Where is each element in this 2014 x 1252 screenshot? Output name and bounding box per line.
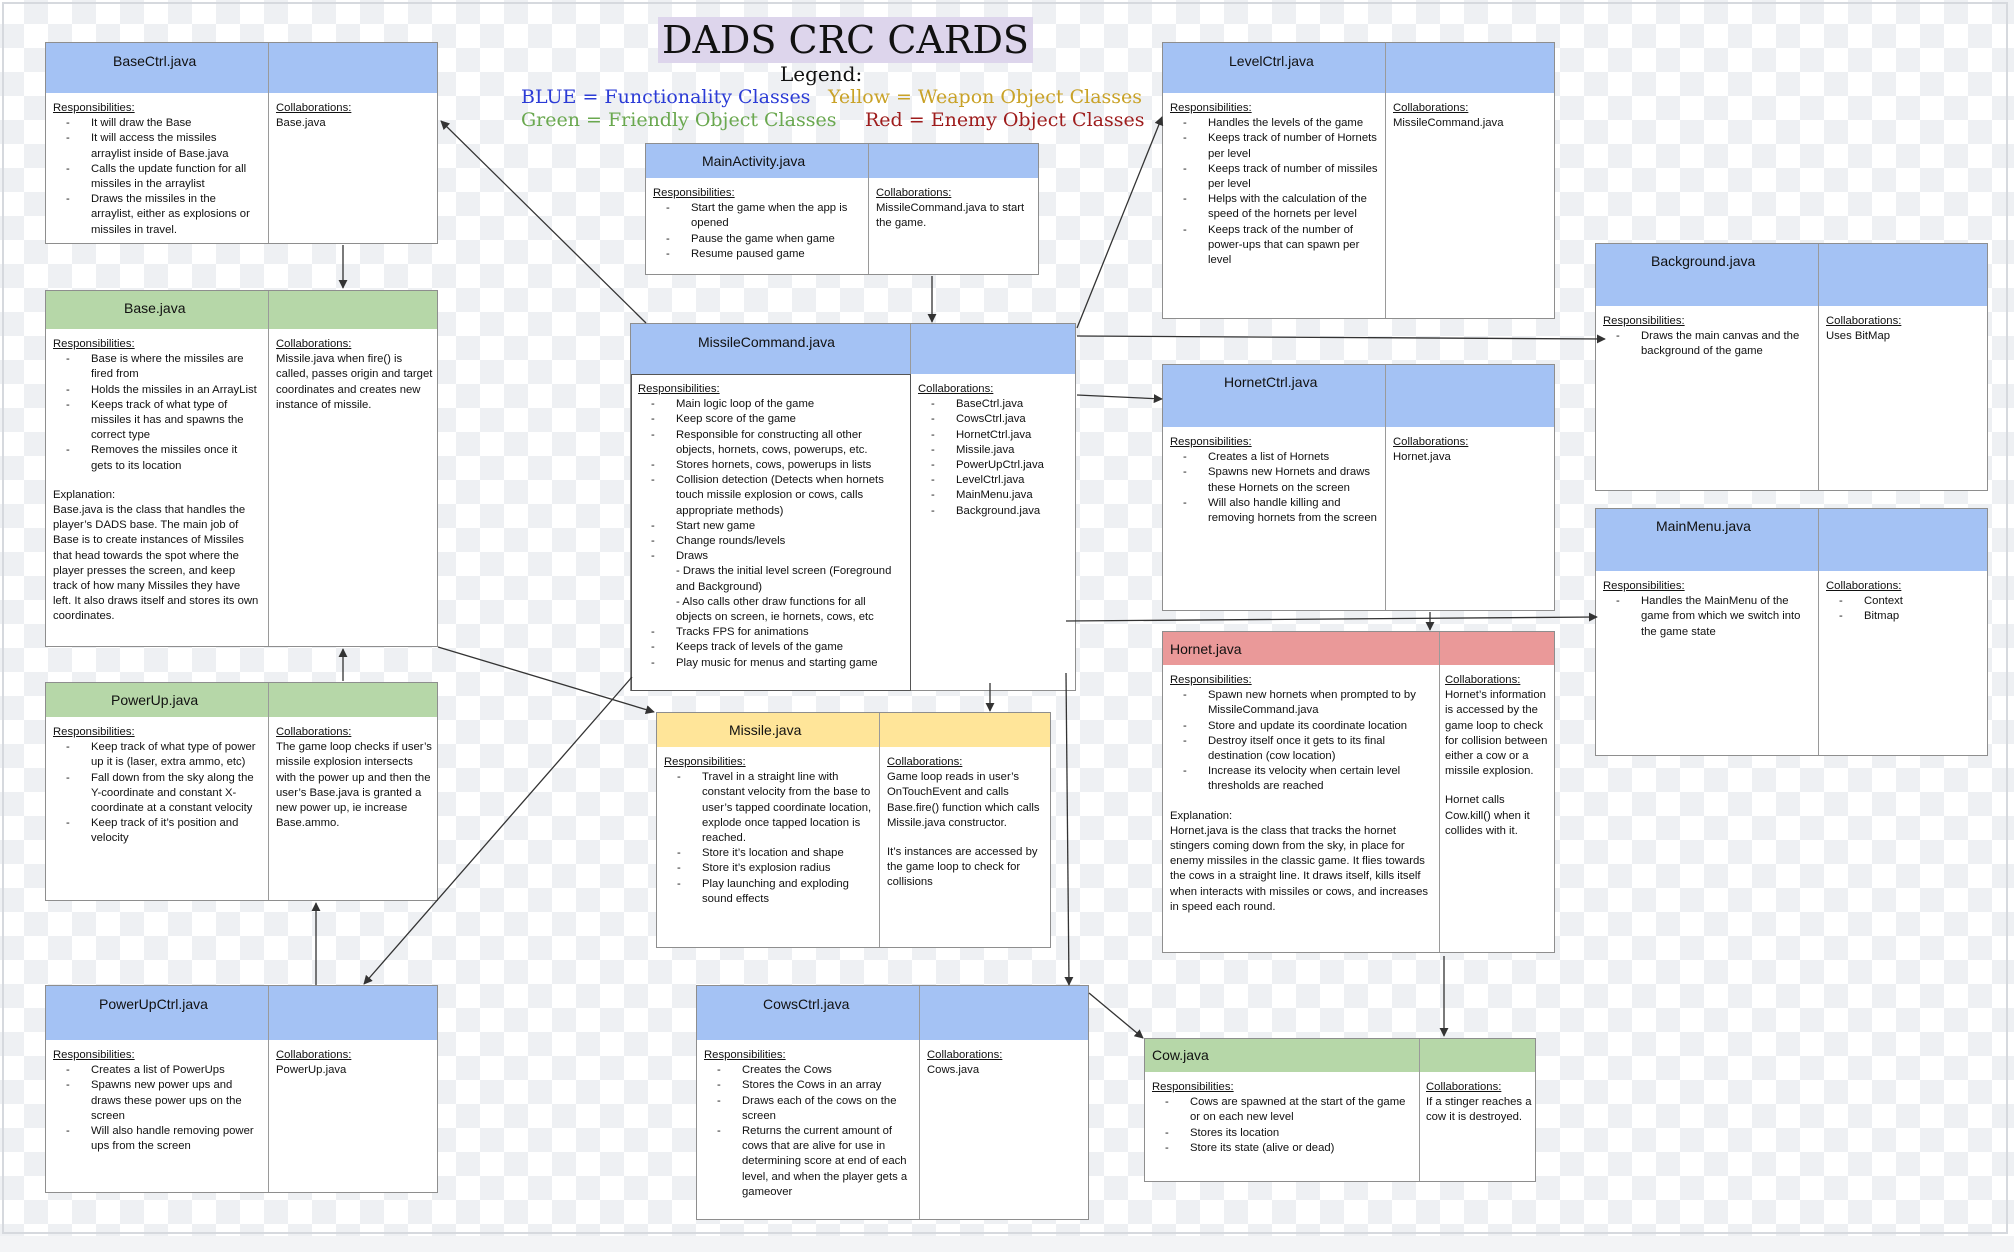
list-item: - HornetCtrl.java — [956, 428, 1073, 443]
responsibilities-list — [53, 740, 263, 846]
list-item: - Pause the game when game — [691, 232, 863, 247]
list-item: - Spawn new hornets when prompted to by MissileCommand.java — [1208, 688, 1434, 718]
card-title: PowerUpCtrl.java — [99, 996, 208, 1012]
responsibilities-label: Responsibilities: — [1170, 436, 1252, 448]
collaborations-text: Hornet’s information is accessed by the game loop to check for collision between either a cow or a missile explosion. — [1445, 689, 1548, 778]
card-header — [1145, 1039, 1535, 1072]
list-item: - Keeps track of number of Hornets per level — [1208, 131, 1378, 161]
list-item: - Spawns new Hornets and draws these Hornets on the screen — [1208, 465, 1378, 495]
card-background — [1595, 243, 1988, 491]
list-item: - Keeps track of what type of missiles it has and spawns the correct type — [91, 398, 261, 444]
collaborations-text: Missile.java when fire() is called, passes origin and target coordinates and creates new instance of missile. — [276, 353, 433, 411]
card-title: Base.java — [124, 300, 186, 316]
responsibilities-label: Responsibilities: — [1170, 674, 1252, 686]
list-item: - Stores its location — [1190, 1126, 1414, 1141]
card-header — [1596, 244, 1987, 306]
list-item: - Store and update its coordinate location — [1208, 719, 1434, 734]
card-levelctrl — [1162, 42, 1555, 319]
card-powerup — [45, 682, 438, 901]
collaborations-label: Collaborations: — [887, 756, 963, 768]
card-hornet — [1162, 631, 1555, 953]
collaborations-text-2: Hornet calls Cow.kill() when it collides with it. — [1445, 794, 1530, 837]
responsibilities-label: Responsibilities: — [53, 726, 135, 738]
list-item: - Play music for menus and starting game — [676, 656, 903, 671]
card-header — [46, 986, 437, 1040]
collaborations-text: Uses BitMap — [1826, 330, 1891, 343]
card-title: MainMenu.java — [1656, 518, 1751, 534]
list-item: - Calls the update function for all missiles in the arraylist — [91, 162, 258, 192]
list-item: - Background.java — [956, 504, 1073, 519]
list-item: - Draws the missiles in the arraylist, either as explosions or missiles in travel. — [91, 192, 258, 238]
collaborations-text: MissileCommand.java to start the game. — [876, 202, 1025, 230]
card-header — [46, 683, 437, 717]
list-item: - Cows are spawned at the start of the game or on each new level — [1190, 1095, 1414, 1125]
card-header — [46, 43, 437, 93]
explanation-text: Hornet.java is the class that tracks the hornet stingers coming down from the sky, in place for enemy missiles in the classic game. It flies towards the cows in a straight line. It draws itself, kills itself when interacts with missiles or cows, and increases in speed each round. — [1170, 824, 1429, 913]
list-item: - Store it’s location and shape — [702, 846, 874, 861]
collaborations-text: PowerUp.java — [276, 1064, 347, 1077]
responsibilities-label: Responsibilities: — [664, 756, 746, 768]
list-item: - Start the game when the app is opened — [691, 201, 863, 231]
list-item: - MainMenu.java — [956, 488, 1073, 503]
responsibilities-label: Responsibilities: — [1170, 102, 1252, 114]
list-item: - Will also handle killing and removing hornets from the screen — [1208, 496, 1378, 526]
list-item: - LevelCtrl.java — [956, 473, 1073, 488]
card-title: Hornet.java — [1170, 641, 1242, 657]
card-cow — [1144, 1038, 1536, 1182]
collaborations-label: Collaborations: — [918, 383, 994, 395]
explanation-label: Explanation: — [53, 488, 116, 501]
list-item: - Change rounds/levels — [676, 534, 903, 549]
card-title: MainActivity.java — [702, 153, 806, 169]
list-item: - Fall down from the sky along the Y-coordinate and constant X-coordinate at a constant velocity — [91, 771, 263, 817]
responsibilities-list — [1170, 688, 1434, 794]
card-cowsctrl — [696, 985, 1089, 1220]
list-item: - Play launching and exploding sound effects — [702, 877, 874, 907]
bottom-strip — [0, 1236, 2014, 1252]
list-item: - Handles the MainMenu of the game from which we switch into the game state — [1641, 594, 1811, 640]
diagram-title: DADS CRC CARDS — [658, 17, 1033, 63]
responsibilities-list — [53, 1063, 258, 1154]
collaborations-text: Hornet.java — [1393, 451, 1451, 464]
list-item: - CowsCtrl.java — [956, 412, 1073, 427]
card-header — [1163, 365, 1554, 427]
responsibilities-list — [1170, 450, 1378, 526]
card-title: Background.java — [1651, 253, 1756, 269]
list-item: - It will draw the Base — [91, 116, 258, 131]
card-title: Cow.java — [1152, 1047, 1209, 1063]
list-item: - Collision detection (Detects when hornets touch missile explosion or cows, calls appropriate methods) — [676, 473, 903, 519]
card-powerupctrl — [45, 985, 438, 1193]
list-item: - Handles the levels of the game — [1208, 116, 1378, 131]
list-item: - Holds the missiles in an ArrayList — [91, 383, 261, 398]
collaborations-text: Base.java — [276, 117, 326, 130]
collaborations-label: Collaborations: — [276, 102, 352, 114]
card-header — [1163, 43, 1554, 93]
list-item: - Main logic loop of the game — [676, 397, 903, 412]
card-title: Missile.java — [729, 722, 802, 738]
card-mainmenu — [1595, 508, 1988, 756]
list-item: - Bitmap — [1864, 609, 1984, 624]
legend-blue: BLUE = Functionality Classes — [521, 86, 811, 108]
card-hornetctrl — [1162, 364, 1555, 611]
collaborations-text: MissileCommand.java — [1393, 117, 1504, 130]
list-item: - Tracks FPS for animations — [676, 625, 903, 640]
collaborations-label: Collaborations: — [927, 1049, 1003, 1061]
list-item: - Draws — [676, 549, 903, 564]
list-item: - Creates a list of PowerUps — [91, 1063, 258, 1078]
list-item: - Resume paused game — [691, 247, 863, 262]
responsibilities-list — [664, 770, 874, 907]
list-item: - Stores hornets, cows, powerups in lists — [676, 458, 903, 473]
responsibilities-list — [1603, 329, 1811, 359]
responsibilities-label: Responsibilities: — [1603, 315, 1685, 327]
card-basectrl — [45, 42, 438, 244]
responsibilities-list — [653, 201, 863, 262]
collaborations-label: Collaborations: — [276, 726, 352, 738]
list-item: - BaseCtrl.java — [956, 397, 1073, 412]
list-item: - Travel in a straight line with constant velocity from the base to user’s tapped coordinate location, explode once tapped location is reached. — [702, 770, 874, 846]
collaborations-text: Game loop reads in user’s OnTouchEvent and calls Base.fire() function which calls Missile.java constructor. — [887, 771, 1040, 829]
card-header — [697, 986, 1088, 1040]
list-item: - Destroy itself once it gets to its final destination (cow location) — [1208, 734, 1434, 764]
responsibilities-label: Responsibilities: — [638, 383, 720, 395]
responsibilities-label: Responsibilities: — [53, 338, 135, 350]
legend-green: Green = Friendly Object Classes — [521, 109, 837, 131]
card-missilecommand — [630, 323, 1076, 691]
responsibilities-label: Responsibilities: — [53, 1049, 135, 1061]
card-title: BaseCtrl.java — [113, 53, 197, 69]
list-item: - Increase its velocity when certain level thresholds are reached — [1208, 764, 1434, 794]
responsibilities-list — [1603, 594, 1811, 640]
list-item: - Creates a list of Hornets — [1208, 450, 1378, 465]
card-header — [1596, 509, 1987, 571]
responsibilities-list — [53, 116, 258, 238]
card-header — [646, 144, 1038, 178]
list-item: - Start new game — [676, 519, 903, 534]
list-item: - Store its state (alive or dead) — [1190, 1141, 1414, 1156]
collaborations-text: Cows.java — [927, 1064, 980, 1077]
collaborations-list — [1826, 594, 1984, 624]
responsibilities-list-continued — [638, 625, 903, 671]
card-header — [657, 713, 1050, 747]
explanation-label: Explanation: — [1170, 809, 1233, 822]
collaborations-text-2: It’s instances are accessed by the game loop to check for collisions — [887, 846, 1038, 889]
list-item: - Keep track of what type of power up it is (laser, extra ammo, etc) — [91, 740, 263, 770]
legend-yellow: Yellow = Weapon Object Classes — [828, 86, 1143, 108]
responsibilities-list — [53, 352, 261, 474]
list-item: - Keep track of it’s position and velocity — [91, 816, 263, 846]
responsibilities-label: Responsibilities: — [53, 102, 135, 114]
collaborations-label: Collaborations: — [1445, 674, 1521, 686]
collaborations-label: Collaborations: — [1393, 102, 1469, 114]
list-item: - Spawns new power ups and draws these power ups on the screen — [91, 1078, 258, 1124]
list-item: - Returns the current amount of cows that are alive for use in determining score at end of each level, and when the player gets a gameover — [742, 1124, 914, 1200]
collaborations-label: Collaborations: — [276, 1049, 352, 1061]
card-base — [45, 290, 438, 647]
list-item: - Keeps track of levels of the game — [676, 640, 903, 655]
responsibilities-list — [1170, 116, 1378, 268]
card-title: MissileCommand.java — [698, 334, 835, 350]
card-header — [631, 324, 1075, 374]
list-item: - Removes the missiles once it gets to its location — [91, 443, 261, 473]
collaborations-label: Collaborations: — [276, 338, 352, 350]
responsibilities-label: Responsibilities: — [653, 187, 735, 199]
responsibilities-list — [704, 1063, 914, 1200]
draws-sub-item: - Draws the initial level screen (Foreground and Background) — [676, 565, 892, 593]
card-header — [46, 291, 437, 329]
collaborations-text: The game loop checks if user’s missile explosion intersects with the power up and then the user’s Base.java is granted a new power up, ie increase Base.ammo. — [276, 741, 432, 830]
card-title: PowerUp.java — [111, 692, 199, 708]
list-item: - Draws the main canvas and the background of the game — [1641, 329, 1811, 359]
card-title: CowsCtrl.java — [763, 996, 850, 1012]
responsibilities-list — [1152, 1095, 1414, 1156]
collaborations-label: Collaborations: — [1426, 1081, 1502, 1093]
collaborations-label: Collaborations: — [876, 187, 952, 199]
legend-heading: Legend: — [780, 62, 863, 86]
list-item: - Keeps track of number of missiles per level — [1208, 162, 1378, 192]
list-item: - Keeps track of the number of power-ups that can spawn per level — [1208, 223, 1378, 269]
list-item: - Base is where the missiles are fired from — [91, 352, 261, 382]
list-item: - Helps with the calculation of the speed of the hornets per level — [1208, 192, 1378, 222]
list-item: - PowerUpCtrl.java — [956, 458, 1073, 473]
list-item: - Missile.java — [956, 443, 1073, 458]
responsibilities-label: Responsibilities: — [704, 1049, 786, 1061]
responsibilities-label: Responsibilities: — [1152, 1081, 1234, 1093]
list-item: - Keep score of the game — [676, 412, 903, 427]
collaborations-text: If a stinger reaches a cow it is destroyed. — [1426, 1096, 1532, 1124]
list-item: - Responsible for constructing all other objects, hornets, cows, powerups, etc. — [676, 428, 903, 458]
list-item: - Store it’s explosion radius — [702, 861, 874, 876]
card-title: LevelCtrl.java — [1229, 53, 1314, 69]
responsibilities-list — [638, 397, 903, 564]
list-item: - Will also handle removing power ups from the screen — [91, 1124, 258, 1154]
list-item: - It will access the missiles arraylist inside of Base.java — [91, 131, 258, 161]
collaborations-label: Collaborations: — [1826, 580, 1902, 592]
list-item: - Stores the Cows in an array — [742, 1078, 914, 1093]
card-missile — [656, 712, 1051, 948]
card-mainactivity — [645, 143, 1039, 275]
responsibilities-label: Responsibilities: — [1603, 580, 1685, 592]
list-item: - Context — [1864, 594, 1984, 609]
collaborations-label: Collaborations: — [1826, 315, 1902, 327]
card-header — [1163, 632, 1554, 665]
card-title: HornetCtrl.java — [1224, 374, 1318, 390]
collaborations-list — [918, 397, 1073, 519]
explanation-text: Base.java is the class that handles the player’s DADS base. The main job of Base is to create instances of Missiles that head towards the spot where the player presses the screen, and keep track of how many Missiles they have left. It also draws itself and stores its own coordinates. — [53, 504, 259, 623]
collaborations-label: Collaborations: — [1393, 436, 1469, 448]
list-item: - Creates the Cows — [742, 1063, 914, 1078]
list-item: - Draws each of the cows on the screen — [742, 1094, 914, 1124]
legend-red: Red = Enemy Object Classes — [865, 109, 1145, 131]
draws-sub-item: - Also calls other draw functions for all objects on screen, ie hornets, cows, etc — [676, 595, 874, 624]
